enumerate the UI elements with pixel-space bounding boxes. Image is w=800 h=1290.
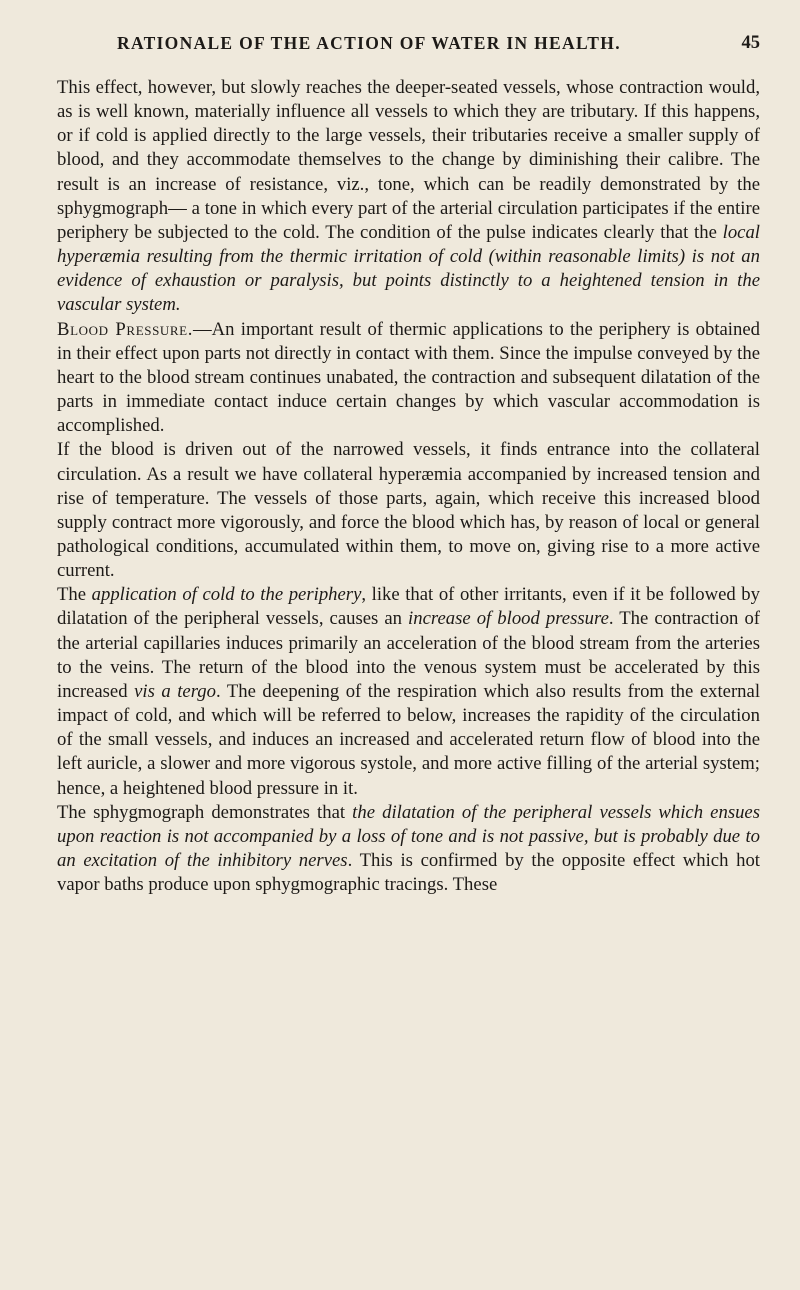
paragraph-1 [57,76,760,318]
p4-text-2: , like that of other irritants, even if it be followed by dilatation of the peripheral vessels, causes an [57,584,760,630]
p4-emphasis-1: application of cold to the periphery [91,584,362,606]
p4-text-4: . The deepening of the respiration which also results from the external impact of cold, and which will be referred to below, increases the rapidity of the circulation of the small vessels, and induces an increased and accelerated return flow of blood into the left auricle, a slower and more vigorous systole, and more active filling of the arterial system; hence, a heightened blood pressure in it. [57,680,761,799]
paragraph-5 [57,801,760,898]
page-number: 45 [741,33,760,53]
running-head: RATIONALE OF THE ACTION OF WATER IN HEALTH. [117,33,621,53]
p5-emphasis-1: the dilatation of the peripheral vessels which ensues upon reaction is not accompanied by a loss of tone and is not passive, but is probably due to an excitation of the inhibitory nerves [57,801,760,871]
p2-text: —An important result of thermic applications to the periphery is obtained in their effect upon parts not directly in contact with them. Since the impulse conveyed by the heart to the blood stream continues unabated, the contraction and subsequent dilatation of the parts in immediate contact induce certain changes by which vascular accommodation is accomplished. [57,318,760,437]
paragraph-3 [57,438,760,583]
p4-text-1: The [57,584,92,606]
p4-emphasis-3: vis a tergo [134,680,216,702]
p5-text-1: The sphygmograph demonstrates that [57,801,353,823]
page-header [57,33,760,59]
section-heading-blood-pressure: Blood Pressure. [57,318,193,340]
paragraph-4 [57,583,760,800]
paragraph-blood-pressure [57,318,760,439]
p1-text: This effect, however, but slowly reaches the deeper-seated vessels, whose contraction would, as is well known, materially influence all vessels to which they are tributary. If this happens, or if cold is applied directly to the large vessels, their tributaries receive a smaller supply of blood, and they accommodate themselves to the change by diminishing their calibre. The result is an increase of resistance, viz., tone, which can be readily demonstrated by the sphygmograph— a tone in which every part of the arterial circulation participates if the entire periphery be subjected to the cold. The condition of the pulse indicates clearly that the [57,77,760,243]
p3-text: If the blood is driven out of the narrowed vessels, it finds entrance into the collateral circulation. As a result we have collateral hyperæmia accompanied by increased tension and rise of temperature. The vessels of those parts, again, which receive this increased blood supply contract more vigorously, and force the blood which has, by reason of local or general pathological conditions, accumulated within them, to move on, giving rise to a more active current. [57,439,760,582]
body-text [57,76,760,897]
p1-emphasis-3: ) is not an evidence of exhaustion or paralysis, but points distinctly to a heightened tension in the vascular system. [57,246,760,316]
p1-emphasis-2: within reasonable limits [494,246,679,268]
p4-emphasis-2: increase of blood pressure [408,608,609,630]
p5-text-2: . This is confirmed by the opposite effect which hot vapor baths produce upon sphygmographic tracings. These [57,850,760,896]
p4-text-3: . The contraction of the arterial capillaries induces primarily an acceleration of the blood stream from the arteries to the veins. The return of the blood into the venous system must be accelerated by this increased [57,608,761,702]
p1-emphasis-1: local hyperæmia resulting from the thermic irritation of cold ( [57,221,760,268]
